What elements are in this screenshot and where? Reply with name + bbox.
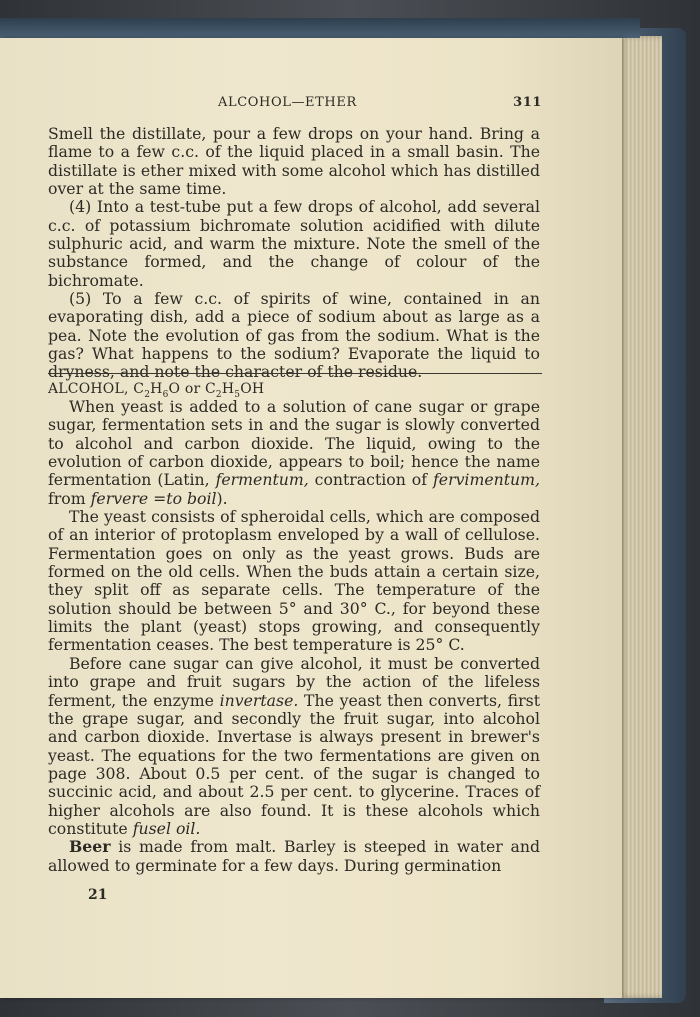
text-run: The yeast then converts, first the grape sugar, and secondly the fruit sugar, into alcohol and carbon dioxide. Invertase is always present in brewer's yeast. The equations for the two fermentations are given on page 308. About 0.5 per cent. of the sugar is changed to succinic acid, and about 2.5 per cent. to glycerine. Traces of higher alcohols are also found. It is these alcohols which constitute [48, 690, 540, 838]
text-run: from [48, 488, 91, 508]
paragraph: (5) To a few c.c. of spirits of wine, contained in an evaporating dish, add a piece of sodium about as large as a pea. Note the evolution of gas from the sodium. What is the gas? What happens to the sodium? Evaporate the liquid to dryness, and note the character of the residue. [48, 289, 540, 382]
paragraph-fermentation [48, 398, 540, 508]
heading-part: H [221, 381, 235, 397]
text-run: ). [216, 488, 228, 508]
paragraph-invertase [48, 655, 540, 838]
italic-run: fervere =to boil [90, 488, 217, 508]
text-run: contraction of [308, 470, 433, 490]
italic-run: fermentum, [215, 470, 309, 490]
signature-mark: 21 [88, 887, 108, 903]
main-text-block [48, 398, 540, 875]
heading-part: H [150, 381, 163, 397]
paragraph-yeast: The yeast consists of spheroidal cells, which are composed of an interior of protoplasm enveloped by a wall of cellulose. Fermentation goes on only as the yeast grows. Buds are formed on the old cells. When the buds attain a certain size, they split off as separate cells. The temperature of the solution should be between 5° and 30° C., for beyond these limits the plant (yeast) stops growing, and consequently fermentation ceases. The best temperature is 25° C. [48, 507, 540, 655]
italic-run: fervimentum, [432, 470, 540, 490]
text-run: is made from malt. Barley is steeped in water and allowed to germinate for a few days. During germination [48, 837, 540, 875]
text-run: Before cane sugar can give alcohol, it must be converted into grape and fruit sugars by the action of the lifeless ferment, the enzyme [48, 653, 540, 710]
italic-run: invertase. [219, 690, 299, 710]
bold-run: Beer [69, 837, 111, 857]
top-text-block [48, 125, 540, 382]
heading-part: OH [240, 381, 265, 397]
cover-top-strip [0, 18, 640, 38]
heading-subscript: 2 [215, 389, 222, 400]
heading-subscript: 5 [234, 389, 241, 400]
italic-run: fusel oil. [132, 818, 201, 838]
heading-part: ALCOHOL, C [48, 381, 145, 397]
section-rule [48, 373, 542, 374]
running-head-title: ALCOHOL—ETHER [218, 95, 357, 110]
text-run: When yeast is added to a solution of cane sugar or grape sugar, fermentation sets in and the sugar is slowly converted to alcohol and carbon dioxide. The liquid, owing to the evolution of carbon dioxide, appears to boil; hence the name fermentation (Latin, [48, 397, 540, 490]
heading-part: O or C [168, 381, 216, 397]
paragraph-beer [48, 838, 540, 875]
heading-subscript: 6 [162, 389, 169, 400]
paragraph: (4) Into a test-tube put a few drops of alcohol, add several c.c. of potassium bichromate solution acidified with dilute sulphuric acid, and warm the mixture. Note the smell of the substance formed, and the change of colour of the bichromate. [48, 197, 540, 290]
page-number: 311 [513, 95, 542, 110]
paragraph: Smell the distillate, pour a few drops on your hand. Bring a flame to a few c.c. of the liquid placed in a small basin. The distillate is ether mixed with some alcohol which has distilled over at the same time. [48, 124, 540, 199]
heading-subscript: 2 [144, 389, 151, 400]
